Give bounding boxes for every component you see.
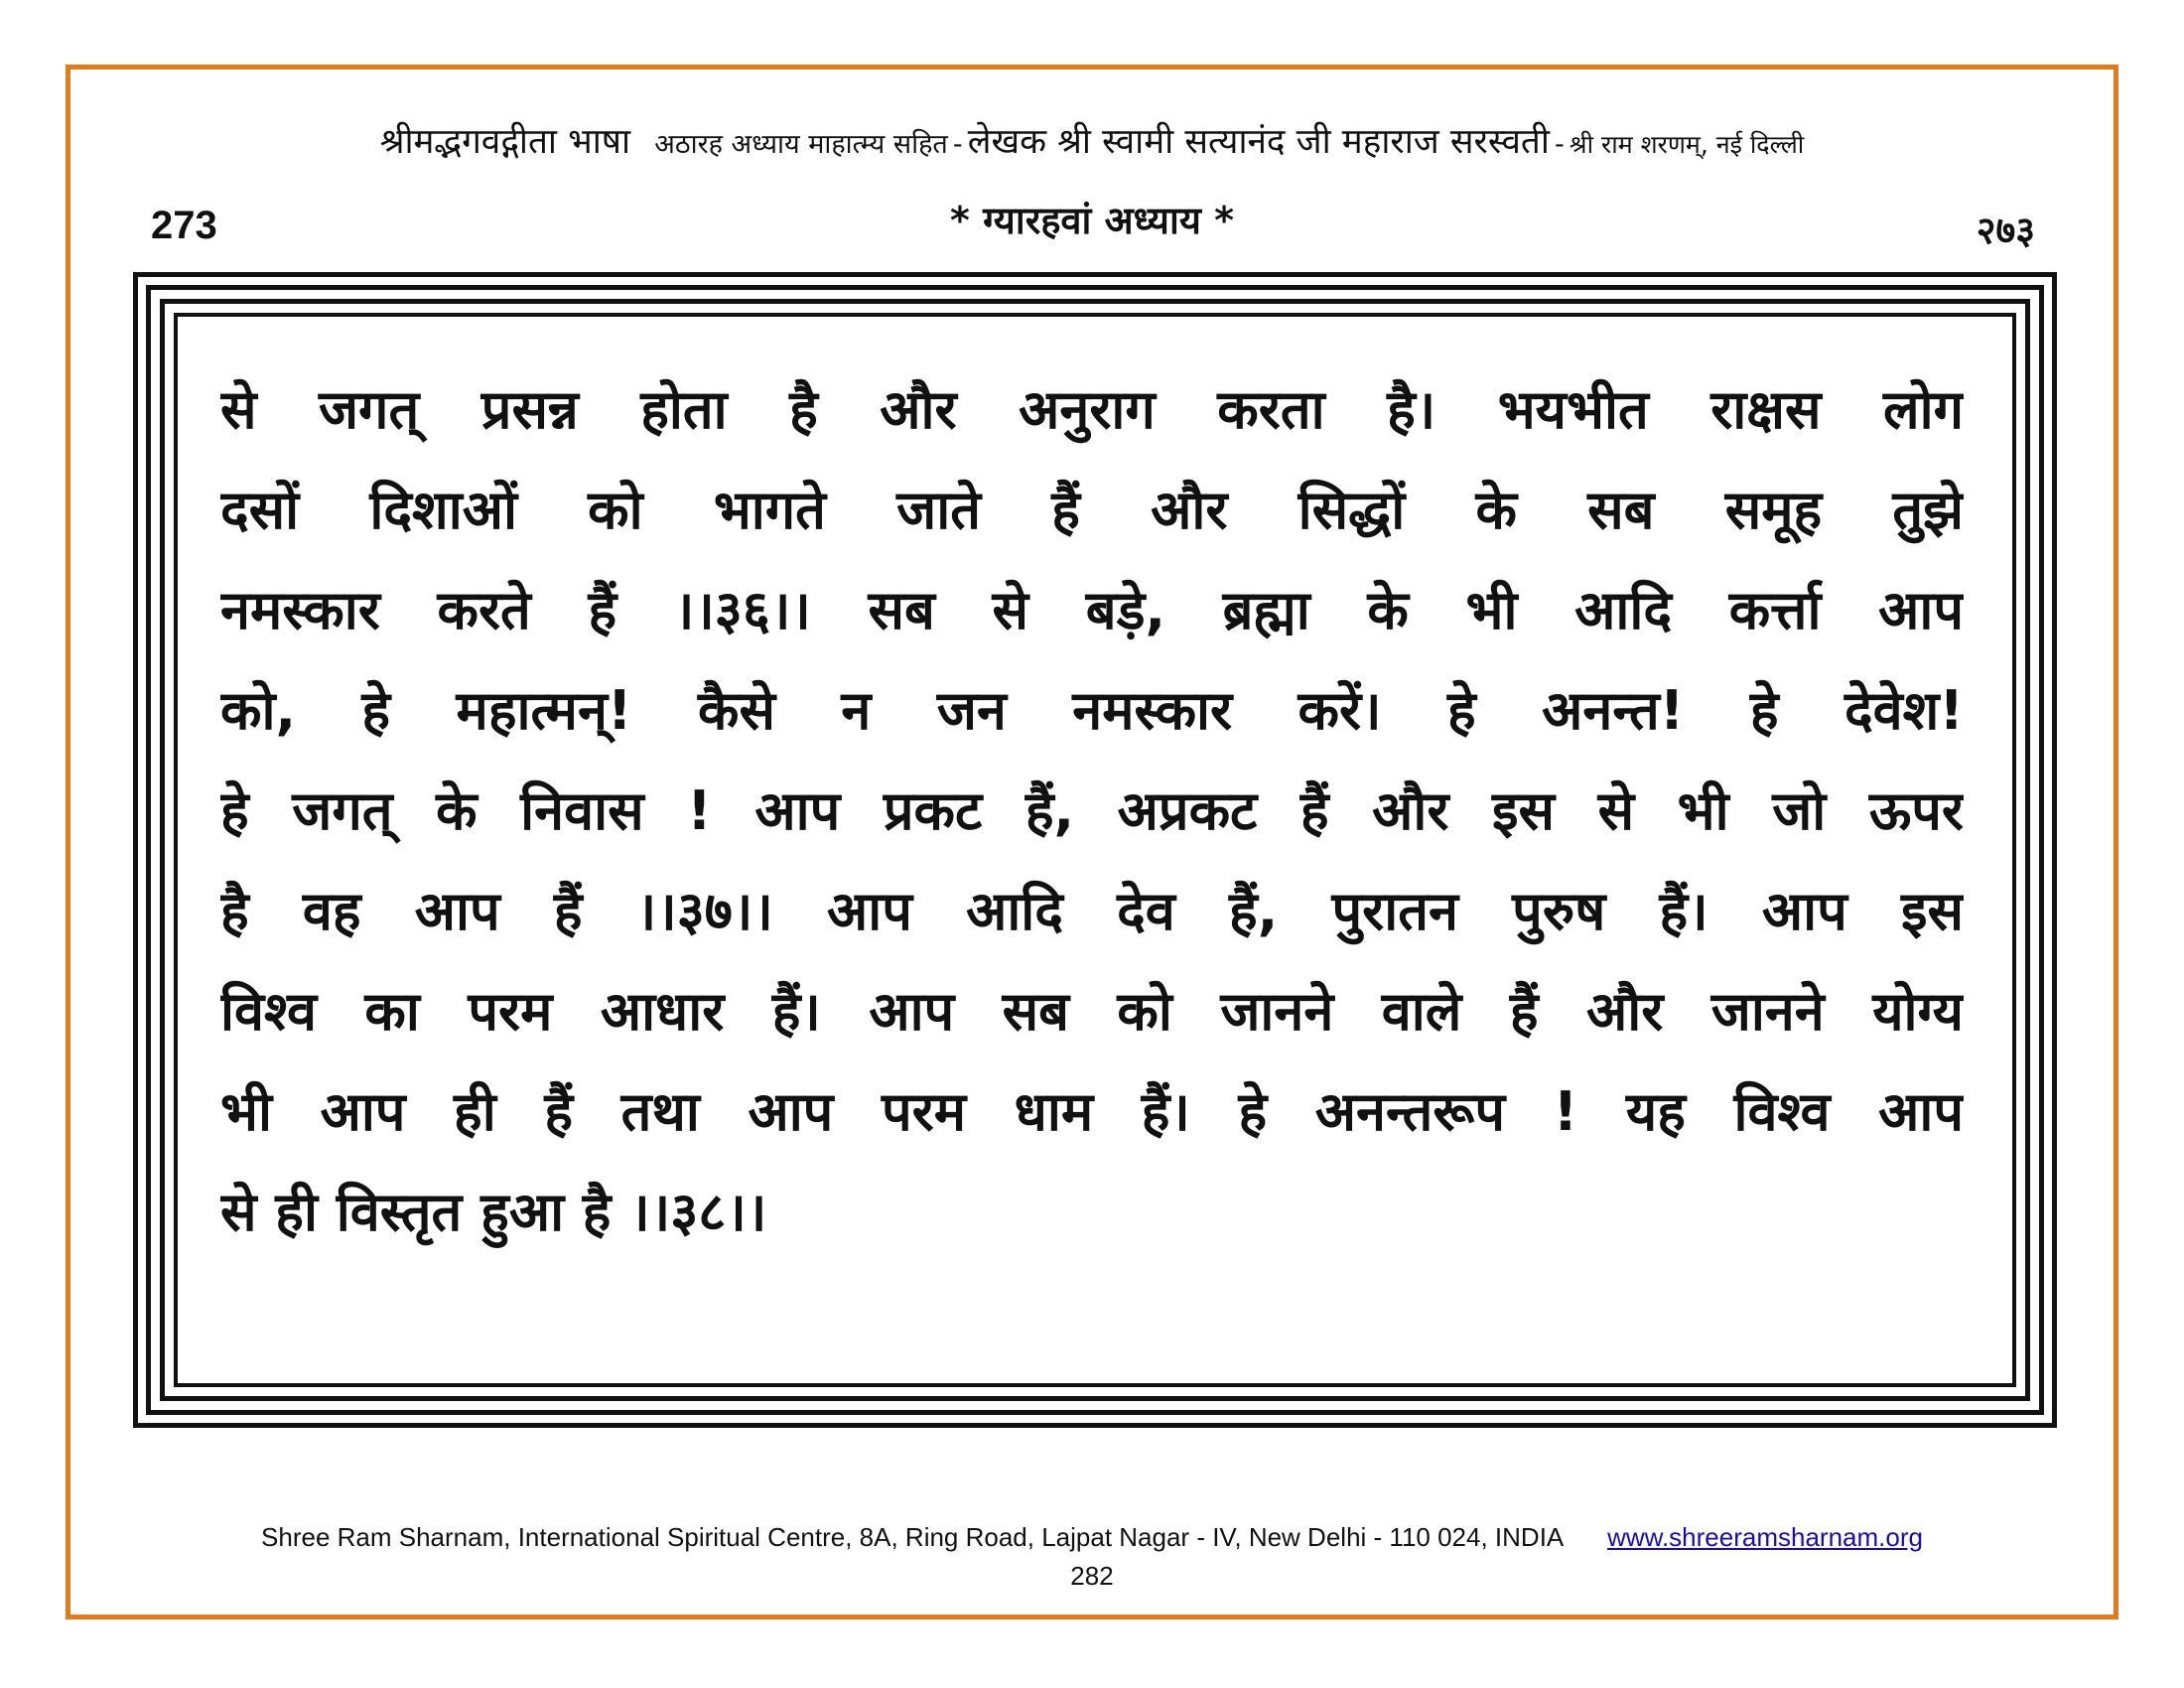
verse-text	[220, 359, 1964, 1262]
footer-page-number: 282	[1070, 1561, 1114, 1591]
verse-line: है वह आप हैं ।।३७।। आप आदि देव हैं, पुरातन पुरुष हैं। आप इस	[220, 880, 1964, 942]
footer	[0, 1522, 2184, 1553]
verse-line: को, हे महात्मन्! कैसे न जन नमस्कार करें। हे अनन्त! हे देवेश!	[220, 679, 1964, 742]
chapter-title: * ग्यारहवां अध्याय *	[950, 199, 1234, 242]
verse-line: नमस्कार करते हैं ।।३६।। सब से बड़े, ब्रह्मा के भी आदि कर्त्ता आप	[220, 579, 1964, 641]
verse-line: हे जगत् के निवास ! आप प्रकट हैं, अप्रकट हैं और इस से भी जो ऊपर	[220, 779, 1964, 842]
publisher-name: श्री राम शरणम्, नई दिल्ली	[1569, 130, 1805, 159]
website-link[interactable]: www.shreeramsharnam.org	[1607, 1522, 1923, 1552]
header-separator: -	[1555, 129, 1565, 160]
footer-address: Shree Ram Sharnam, International Spiritual Centre, 8A, Ring Road, Lajpat Nagar - IV, New Delhi - 110 024, INDIA	[261, 1522, 1563, 1552]
page-number-arabic: 273	[151, 204, 217, 247]
book-title: श्रीमद्भगवद्गीता भाषा	[379, 122, 631, 162]
verse-line: दसों दिशाओं को भागते जाते हैं और सिद्धों के सब समूह तुझे	[220, 479, 1964, 541]
book-subtitle: अठारह अध्याय माहात्म्य सहित	[654, 129, 948, 160]
verse-line: भी आप ही हैं तथा आप परम धाम हैं। हे अनन्तरूप ! यह विश्व आप	[220, 1080, 1964, 1143]
verse-line: से जगत् प्रसन्न होता है और अनुराग करता है। भयभीत राक्षस लोग	[220, 378, 1964, 441]
verse-line: विश्व का परम आधार हैं। आप सब को जानने वाले हैं और जानने योग्य	[220, 980, 1964, 1043]
header-separator: -	[952, 129, 963, 160]
author-name: लेखक श्री स्वामी सत्यानंद जी महाराज सरस्वती	[967, 122, 1550, 162]
verse-line: से ही विस्तृत हुआ है ।।३८।।	[220, 1181, 767, 1243]
book-header	[66, 117, 2118, 164]
page-number-devanagari: २७३	[1976, 209, 2035, 252]
